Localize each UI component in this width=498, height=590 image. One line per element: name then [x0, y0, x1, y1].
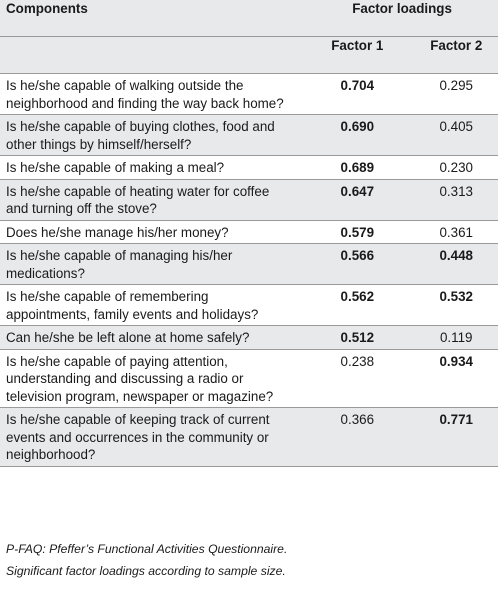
factor1-value: 0.689 — [340, 160, 375, 175]
factor1-header: Factor 1 — [296, 37, 404, 74]
component-question: Can he/she be left alone at home safely? — [0, 326, 296, 350]
table-notes — [6, 538, 287, 582]
component-question: Is he/she capable of heating water for coffee and turning off the stove? — [0, 179, 296, 220]
factor1-value: 0.366 — [296, 408, 404, 467]
component-question: Is he/she capable of paying attention, understanding and discussing a radio or television program, newspaper or magazine? — [6, 353, 274, 404]
component-question: Does he/she manage his/her money? — [6, 224, 229, 240]
factor1-value: 0.562 — [340, 289, 375, 304]
component-question: Is he/she capable of buying clothes, food and other things by himself/herself? — [0, 115, 296, 156]
component-question: Is he/she capable of keeping track of current events and occurrences in the community or neighborhood? — [0, 408, 296, 467]
table-row — [0, 244, 498, 285]
components-header: Components — [0, 0, 296, 37]
factor2-value: 0.295 — [439, 78, 473, 93]
factor2-value: 0.119 — [404, 326, 498, 350]
factor2-value: 0.361 — [439, 224, 473, 240]
table-header-row-1 — [0, 0, 498, 37]
note-significance: Significant factor loadings according to sample size. — [6, 564, 286, 578]
factor1-value: 0.238 — [340, 353, 375, 369]
factor1-value: 0.566 — [296, 244, 404, 285]
table-row — [0, 74, 498, 115]
component-question: Is he/she capable of making a meal? — [6, 160, 225, 175]
component-question: Is he/she capable of managing his/her medications? — [0, 244, 296, 285]
factor2-value: 0.771 — [404, 408, 498, 467]
factor2-header: Factor 2 — [404, 37, 498, 74]
factor1-value: 0.704 — [340, 78, 375, 93]
table-row — [0, 179, 498, 220]
factor2-value: 0.934 — [439, 353, 473, 369]
factor1-value: 0.579 — [340, 224, 375, 240]
table-row — [0, 156, 498, 180]
table-body — [0, 74, 498, 467]
table-row — [0, 285, 498, 326]
table-row — [0, 115, 498, 156]
factor2-value: 0.313 — [404, 179, 498, 220]
component-question: Is he/she capable of remembering appointments, family events and holidays? — [6, 289, 259, 322]
factor2-value: 0.230 — [439, 160, 473, 175]
table-row — [0, 220, 498, 244]
table-row — [0, 349, 498, 408]
factor1-value: 0.512 — [296, 326, 404, 350]
table-row — [0, 408, 498, 467]
table-header-row-2 — [0, 37, 498, 74]
factor-loadings-header: Factor loadings — [296, 0, 498, 37]
factor1-value: 0.690 — [296, 115, 404, 156]
note-abbreviation: P-FAQ: Pfeffer’s Functional Activities Questionnaire. — [6, 542, 288, 556]
factor2-value: 0.532 — [439, 289, 473, 304]
components-header-spacer — [0, 37, 296, 74]
factor2-value: 0.448 — [404, 244, 498, 285]
table-row — [0, 326, 498, 350]
factor2-value: 0.405 — [404, 115, 498, 156]
factor1-value: 0.647 — [296, 179, 404, 220]
component-question: Is he/she capable of walking outside the neighborhood and finding the way back home? — [6, 78, 284, 111]
